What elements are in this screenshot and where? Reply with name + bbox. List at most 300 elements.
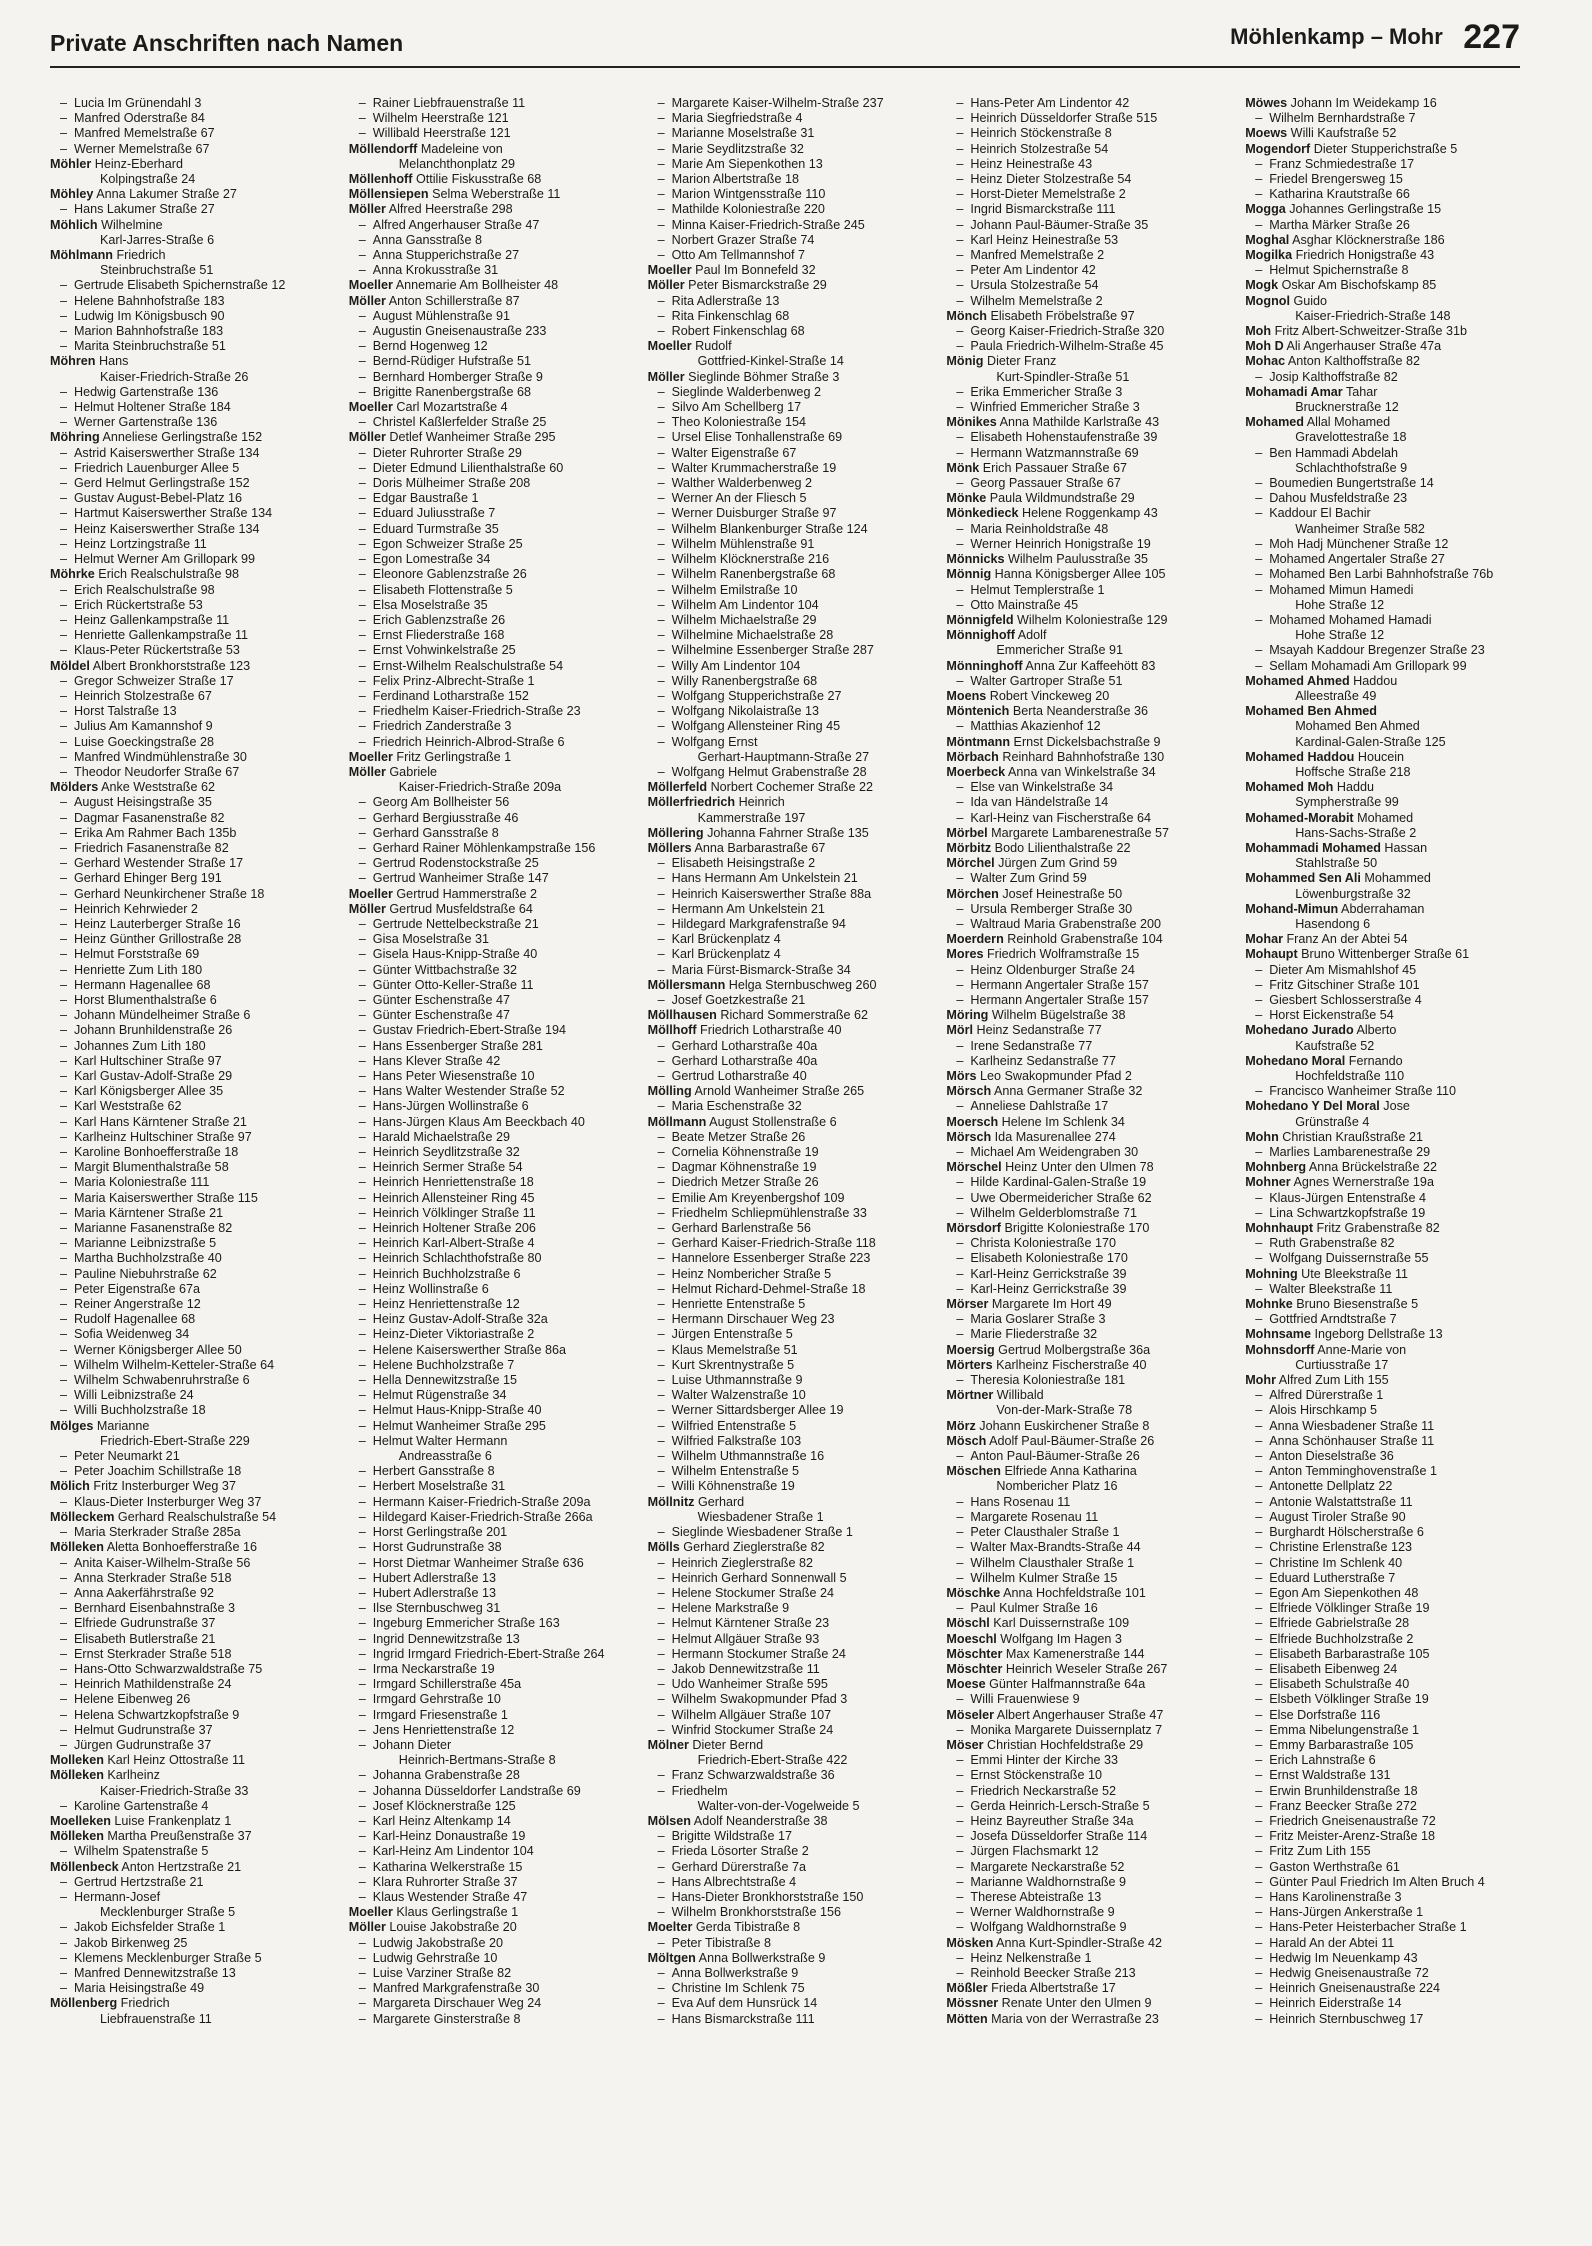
entry-text: Jakob Dennewitzstraße 11 [671, 1661, 820, 1676]
directory-entry [648, 887, 933, 902]
entry-text: Anna Hochfeldstraße 101 [1000, 1585, 1146, 1600]
dash-mark: – [657, 552, 665, 567]
entry-text: Gertrud Molbergstraße 36a [994, 1342, 1151, 1357]
entry-text: Heinrich-Bertmans-Straße 8 [398, 1753, 556, 1768]
dash-mark: – [657, 597, 665, 612]
directory-entry [1245, 1251, 1530, 1266]
entry-text: Maria Koloniestraße 111 [74, 1175, 210, 1190]
directory-entry [1245, 400, 1530, 415]
dash-mark: – [657, 491, 665, 506]
directory-entry [946, 1768, 1231, 1783]
dash-mark: – [657, 992, 665, 1007]
entry-text: Erich Realschulstraße 98 [94, 567, 239, 582]
directory-entry [648, 871, 933, 886]
entry-surname: Mohedano Jurado [1245, 1023, 1354, 1038]
directory-entry [1245, 1434, 1530, 1449]
dash-mark: – [358, 658, 366, 673]
entry-text: Johann Mündelheimer Straße 6 [74, 1008, 251, 1023]
dash-mark: – [1255, 1570, 1263, 1585]
directory-entry [1245, 354, 1530, 369]
entry-text: Beate Metzer Straße 26 [671, 1129, 806, 1144]
entry-text: Klaus-Peter Rückertstraße 53 [74, 643, 240, 658]
directory-entry [50, 476, 335, 491]
dash-mark: – [358, 1692, 366, 1707]
entry-text: Mohammed [1360, 871, 1431, 886]
directory-entry [946, 1616, 1231, 1631]
entry-text: Josef Klöcknerstraße 125 [372, 1798, 516, 1813]
directory-entry [50, 1510, 335, 1525]
directory-entry [946, 1708, 1231, 1723]
entry-text: Egon Am Siepenkothen 48 [1269, 1585, 1419, 1600]
directory-entry [349, 1784, 634, 1799]
entry-text: Willi Buchholzstraße 18 [74, 1403, 206, 1418]
directory-entry [1245, 1327, 1530, 1342]
directory-entry [648, 96, 933, 111]
directory-entry [946, 1479, 1231, 1494]
dash-mark: – [956, 1205, 964, 1220]
entry-surname: Mohac [1245, 354, 1286, 369]
entry-text: Oskar Am Bischofskamp 85 [1278, 278, 1437, 293]
directory-entry [648, 1540, 933, 1555]
dash-mark: – [60, 1251, 68, 1266]
entry-surname: Mörschel [946, 1160, 1002, 1175]
directory-entry [648, 187, 933, 202]
dash-mark: – [657, 400, 665, 415]
directory-entry [50, 719, 335, 734]
dash-mark: – [358, 1038, 366, 1053]
entry-text: Hans Albrechtstraße 4 [671, 1874, 797, 1889]
entry-surname: Möllensiepen [348, 187, 429, 202]
directory-entry [1245, 932, 1530, 947]
directory-entry [1245, 780, 1530, 795]
dash-mark: – [1255, 1889, 1263, 1904]
dash-mark: – [1255, 1981, 1263, 1996]
entry-surname: Möllenhoff [348, 172, 413, 187]
dash-mark: – [956, 901, 964, 916]
entry-text: Lina Schwartzkopfstraße 19 [1269, 1205, 1426, 1220]
directory-entry [50, 461, 335, 476]
entry-text: Wilfried Falkstraße 103 [671, 1433, 802, 1448]
entry-surname: Mogilka [1245, 248, 1293, 263]
dash-mark: – [358, 1281, 366, 1296]
directory-entry [349, 400, 634, 415]
entry-text: Adolf Neanderstraße 38 [690, 1813, 828, 1828]
entry-text: Sieglinde Wiesbadener Straße 1 [671, 1525, 853, 1540]
entry-surname: Möseler [946, 1707, 994, 1722]
dash-mark: – [657, 1099, 665, 1114]
entry-text: Hubert Adlerstraße 13 [372, 1570, 496, 1585]
dash-mark: – [60, 1661, 68, 1676]
entry-text: Grünstraße 4 [1295, 1114, 1370, 1129]
entry-text: Christine Erlenstraße 123 [1269, 1540, 1412, 1555]
page-number: 227 [1463, 18, 1520, 56]
directory-entry [648, 1768, 933, 1783]
dash-mark: – [657, 1357, 665, 1372]
entry-text: Karl Hans Kärntener Straße 21 [74, 1114, 247, 1129]
entry-text: Margarete Kaiser-Wilhelm-Straße 237 [671, 96, 884, 110]
entry-text: Karl-Heinz Donaustraße 19 [372, 1829, 526, 1844]
entry-text: Irmgard Gehrstraße 10 [372, 1692, 501, 1707]
entry-surname: Mönk [946, 460, 980, 475]
directory-entry [946, 446, 1231, 461]
dash-mark: – [60, 734, 68, 749]
directory-entry [648, 1449, 933, 1464]
entry-text: Reinhard Bahnhofstraße 130 [998, 749, 1165, 764]
entry-text: Mohamed Ben Larbi Bahnhofstraße 76b [1269, 567, 1494, 582]
entry-text: Gertrud Lotharstraße 40 [671, 1069, 807, 1083]
entry-text: Tahar [1342, 384, 1378, 399]
entry-text: Emmy Barbarastraße 105 [1269, 1737, 1414, 1752]
entry-text: Adolf Paul-Bäumer-Straße 26 [986, 1433, 1155, 1448]
directory-entry [1245, 1692, 1530, 1707]
dash-mark: – [657, 1722, 665, 1737]
entry-surname: Mohn [1245, 1129, 1279, 1144]
entry-text: Heinrich Stöckenstraße 8 [970, 126, 1112, 141]
entry-text: Friedhelm [671, 1783, 728, 1798]
entry-text: Löwenburgstraße 32 [1295, 886, 1411, 901]
directory-entry [349, 643, 634, 658]
entry-text: Ursula Remberger Straße 30 [970, 901, 1133, 916]
entry-text: Ernst Fliederstraße 168 [372, 628, 505, 643]
directory-entry [50, 294, 335, 309]
dash-mark: – [1255, 1540, 1263, 1555]
directory-entry [349, 2012, 634, 2027]
entry-text: Elisabeth Flottenstraße 5 [372, 582, 513, 597]
directory-entry [946, 1951, 1231, 1966]
directory-entry [946, 1403, 1231, 1418]
entry-text: Friedrich Wolframstraße 15 [983, 947, 1140, 962]
entry-text: Eduard Juliusstraße 7 [372, 506, 496, 521]
entry-text: Heinrich Allensteiner Ring 45 [372, 1190, 535, 1205]
entry-surname: Mössner [946, 1996, 999, 2011]
dash-mark: – [60, 795, 68, 810]
directory-entry [1245, 1206, 1530, 1221]
entry-surname: Möllers [647, 840, 692, 855]
directory-entry [349, 537, 634, 552]
dash-mark: – [60, 339, 68, 354]
dash-mark: – [657, 1388, 665, 1403]
dash-mark: – [60, 1601, 68, 1616]
entry-surname: Mölling [647, 1084, 692, 1099]
dash-mark: – [657, 324, 665, 339]
directory-entry [648, 1814, 933, 1829]
directory-entry [50, 628, 335, 643]
dash-mark: – [1255, 1464, 1263, 1479]
directory-entry [648, 278, 933, 293]
entry-surname: Mogga [1245, 202, 1286, 217]
entry-text: Therese Abteistraße 13 [970, 1889, 1102, 1904]
directory-entry [1245, 96, 1530, 111]
directory-entry [50, 263, 335, 278]
dash-mark: – [956, 1509, 964, 1524]
entry-surname: Moeller [647, 339, 692, 354]
entry-text: Andreasstraße 6 [398, 1449, 492, 1464]
directory-entry [946, 780, 1231, 795]
entry-text: Marianne Fasanenstraße 82 [74, 1221, 233, 1236]
directory-entry [946, 1297, 1231, 1312]
dash-mark: – [358, 932, 366, 947]
directory-entry [1245, 1738, 1530, 1753]
directory-entry [1245, 309, 1530, 324]
entry-text: Horst Dietmar Wanheimer Straße 636 [372, 1555, 584, 1570]
entry-surname: Mohnsame [1245, 1327, 1311, 1342]
entry-text: Peter Eigenstraße 67a [74, 1281, 201, 1296]
entry-text: Schlachthofstraße 9 [1295, 460, 1408, 475]
directory-entry [349, 1191, 634, 1206]
directory-entry [648, 1251, 933, 1266]
directory-entry [349, 1875, 634, 1890]
directory-entry [50, 522, 335, 537]
entry-text: Karl Heinz Ottostraße 11 [103, 1753, 246, 1768]
dash-mark: – [1255, 1905, 1263, 1920]
entry-text: Werner An der Fliesch 5 [671, 491, 807, 506]
directory-entry [50, 1069, 335, 1084]
directory-entry [1245, 947, 1530, 962]
entry-text: Christine Im Schlenk 40 [1269, 1555, 1403, 1570]
entry-text: Bernhard Homberger Straße 9 [372, 369, 543, 384]
entry-text: Helene Im Schlenk 34 [998, 1114, 1125, 1129]
directory-entry [648, 856, 933, 871]
dash-mark: – [60, 1631, 68, 1646]
directory-entry [50, 1403, 335, 1418]
directory-entry [648, 339, 933, 354]
entry-text: Anna van Winkelstraße 34 [1005, 764, 1156, 779]
entry-text: Julius Am Kamannshof 9 [74, 719, 213, 734]
entry-text: Werner Königsberger Allee 50 [74, 1342, 242, 1357]
entry-text: Walter Gartroper Straße 51 [970, 673, 1123, 688]
directory-entry [50, 1844, 335, 1859]
directory-entry [1245, 324, 1530, 339]
dash-mark: – [60, 536, 68, 551]
directory-entry [349, 1403, 634, 1418]
dash-mark: – [657, 1585, 665, 1600]
entry-surname: Möschke [946, 1585, 1001, 1600]
entry-text: Anna Mathilde Karlstraße 43 [996, 415, 1160, 430]
dash-mark: – [60, 400, 68, 415]
entry-text: Gregor Schweizer Straße 17 [74, 673, 234, 688]
directory-entry [946, 1738, 1231, 1753]
directory-entry [1245, 1708, 1530, 1723]
entry-text: Dieter Am Mismahlshof 45 [1269, 962, 1417, 977]
directory-entry [1245, 1753, 1530, 1768]
directory-entry [349, 1464, 634, 1479]
entry-text: Karl-Jarres-Straße 6 [100, 232, 215, 247]
entry-text: Günter Halfmannstraße 64a [985, 1677, 1146, 1692]
directory-entry [946, 583, 1231, 598]
entry-text: Johann Euskirchener Straße 8 [975, 1418, 1150, 1433]
dash-mark: – [358, 1661, 366, 1676]
entry-text: Gisa Moselstraße 31 [372, 932, 489, 947]
dash-mark: – [956, 1920, 964, 1935]
entry-text: Hermann Am Unkelstein 21 [671, 901, 825, 916]
dash-mark: – [60, 202, 68, 217]
directory-entry [648, 1388, 933, 1403]
entry-text: Erich Passauer Straße 67 [979, 460, 1127, 475]
entry-text: Heinz Unter den Ulmen 78 [1001, 1160, 1154, 1175]
entry-text: Marianne Waldhornstraße 9 [970, 1874, 1127, 1889]
directory-entry [50, 750, 335, 765]
dash-mark: – [1255, 1084, 1263, 1099]
dash-mark: – [358, 415, 366, 430]
directory-entry [648, 643, 933, 658]
directory-entry [1245, 415, 1530, 430]
dash-mark: – [358, 1175, 366, 1190]
directory-entry [648, 1860, 933, 1875]
directory-entry [648, 1692, 933, 1707]
directory-entry [50, 1084, 335, 1099]
directory-entry [1245, 248, 1530, 263]
entry-text: Anke Weststraße 62 [98, 780, 215, 795]
entry-text: Wolfgang Helmut Grabenstraße 28 [671, 764, 867, 779]
directory-entry [946, 370, 1231, 385]
directory-entry [1245, 643, 1530, 658]
entry-text: Christian Hochfeldstraße 29 [983, 1737, 1144, 1752]
dash-mark: – [657, 1479, 665, 1494]
directory-entry [1245, 674, 1530, 689]
entry-text: Georg Passauer Straße 67 [970, 476, 1121, 491]
directory-entry [50, 1647, 335, 1662]
entry-text: Ingrid Bismarckstraße 111 [970, 202, 1116, 217]
dash-mark: – [60, 506, 68, 521]
dash-mark: – [358, 1327, 366, 1342]
directory-entry [50, 1251, 335, 1266]
directory-entry [1245, 1844, 1530, 1859]
entry-text: Hans Peter Wiesenstraße 10 [372, 1069, 535, 1083]
entry-text: Francisco Wanheimer Straße 110 [1269, 1084, 1457, 1099]
directory-entry [349, 1768, 634, 1783]
entry-text: Heinz Gallenkampstraße 11 [74, 612, 230, 627]
directory-entry [648, 780, 933, 795]
entry-text: Elisabeth Butlerstraße 21 [74, 1631, 216, 1646]
dash-mark: – [1255, 1418, 1263, 1433]
directory-entry [349, 978, 634, 993]
directory-entry [1245, 963, 1530, 978]
entry-text: Brigitte Wildstraße 17 [671, 1829, 792, 1844]
directory-entry [648, 2012, 933, 2027]
directory-entry [349, 1753, 634, 1768]
entry-text: Wilhelm Kulmer Straße 15 [970, 1570, 1118, 1585]
directory-entry [1245, 1084, 1530, 1099]
directory-entry [1245, 1540, 1530, 1555]
directory-entry [50, 1282, 335, 1297]
directory-entry [349, 1510, 634, 1525]
directory-entry [946, 704, 1231, 719]
directory-entry [946, 1191, 1231, 1206]
dash-mark: – [657, 445, 665, 460]
dash-mark: – [956, 1099, 964, 1114]
directory-entry [1245, 446, 1530, 461]
entry-text: Ludwig Gehrstraße 10 [372, 1950, 498, 1965]
entry-text: August Heisingstraße 35 [74, 795, 212, 810]
directory-entry [946, 400, 1231, 415]
entry-text: Hedwig Gneisenaustraße 72 [1269, 1965, 1429, 1980]
entry-text: Bernhard Eisenbahnstraße 3 [74, 1601, 236, 1616]
entry-text: Kurt Skrentnystraße 5 [671, 1357, 795, 1372]
dash-mark: – [657, 1449, 665, 1464]
entry-text: Helga Sternbuschweg 260 [725, 977, 877, 992]
entry-text: Heinrich Sermer Straße 54 [372, 1160, 523, 1175]
directory-entry [349, 1145, 634, 1160]
directory-entry [50, 1023, 335, 1038]
directory-entry [349, 1829, 634, 1844]
directory-entry [1245, 157, 1530, 172]
directory-entry [648, 1206, 933, 1221]
entry-text: Heinrich Holtener Straße 206 [372, 1221, 536, 1236]
dash-mark: – [657, 1783, 665, 1798]
dash-mark: – [358, 643, 366, 658]
directory-entry [1245, 1768, 1530, 1783]
dash-mark: – [60, 1403, 68, 1418]
directory-entry [349, 1312, 634, 1327]
entry-text: Josef Goetzkestraße 21 [671, 992, 806, 1007]
entry-surname: Mölsen [647, 1813, 691, 1828]
entry-surname: Mönnig [946, 567, 992, 582]
entry-text: Günter Wittbachstraße 32 [372, 962, 517, 977]
directory-entry [349, 1221, 634, 1236]
entry-surname: Mörs [946, 1069, 977, 1083]
dash-mark: – [956, 962, 964, 977]
dash-mark: – [60, 141, 68, 156]
directory-entry [50, 202, 335, 217]
dash-mark: – [358, 1981, 366, 1996]
entry-text: Curtiusstraße 17 [1295, 1357, 1389, 1372]
entry-text: Günter Eschenstraße 47 [372, 1008, 510, 1023]
entry-text: Marie Seydlitzstraße 32 [671, 141, 804, 156]
entry-text: Guido [1289, 293, 1328, 308]
entry-text: Egon Lomestraße 34 [372, 552, 491, 567]
directory-entry [648, 248, 933, 263]
dash-mark: – [60, 1798, 68, 1813]
directory-entry [648, 218, 933, 233]
entry-surname: Mognol [1245, 293, 1290, 308]
directory-entry [1245, 1464, 1530, 1479]
directory-entry [50, 689, 335, 704]
entry-text: Ida van Händelstraße 14 [970, 795, 1109, 810]
entry-text: Wolfgang Ernst [671, 734, 758, 749]
dash-mark: – [956, 719, 964, 734]
dash-mark: – [60, 1145, 68, 1160]
dash-mark: – [60, 1281, 68, 1296]
directory-entry [349, 1601, 634, 1616]
directory-entry [648, 202, 933, 217]
dash-mark: – [1255, 1996, 1263, 2011]
dash-mark: – [60, 1297, 68, 1312]
entry-text: Dagmar Fasanenstraße 82 [74, 810, 225, 825]
directory-entry [946, 567, 1231, 582]
entry-text: Heinrich Stolzestraße 67 [74, 688, 212, 703]
entry-surname: Mörters [946, 1357, 993, 1372]
entry-text: Rudolf Hagenallee 68 [74, 1312, 196, 1327]
entry-surname: Mösch [946, 1433, 987, 1448]
entry-text: Norbert Grazer Straße 74 [671, 232, 815, 247]
directory-entry [1245, 1054, 1530, 1069]
dash-mark: – [358, 1813, 366, 1828]
directory-entry [1245, 1905, 1530, 1920]
directory-entry [946, 324, 1231, 339]
entry-text: Gerhard Kaiser-Friedrich-Straße 118 [671, 1236, 876, 1251]
entry-text: Ernst Sterkrader Straße 518 [74, 1646, 232, 1661]
directory-entry [648, 932, 933, 947]
directory-entry [50, 841, 335, 856]
entry-text: Karlheinz [103, 1768, 160, 1783]
entry-surname: Mönig [946, 354, 984, 369]
entry-text: Brucknerstraße 12 [1295, 400, 1399, 415]
directory-entry [349, 704, 634, 719]
entry-text: Jose [1379, 1099, 1410, 1114]
dash-mark: – [956, 1829, 964, 1844]
dash-mark: – [1255, 1616, 1263, 1631]
dash-mark: – [358, 1053, 366, 1068]
